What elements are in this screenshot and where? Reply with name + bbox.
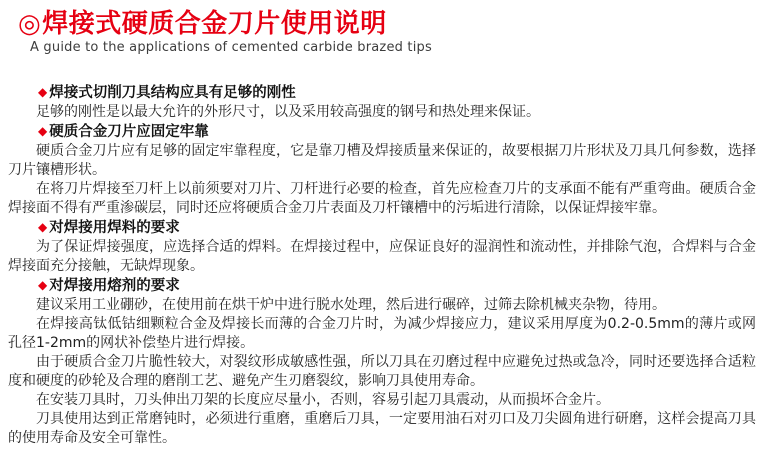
content <box>8 83 756 448</box>
page-subtitle: A guide to the applications of cemented carbide brazed tips <box>30 40 432 55</box>
page-title <box>18 8 756 40</box>
paragraph: 在焊接高钛低钴细颗粒合金及焊接长而薄的合金刀片时，为减少焊接应力，建议采用厚度为0.2-0.5mm的薄片或网孔径1-2mm的网状补偿垫片进行焊接。 <box>8 316 756 351</box>
double-circle-icon: ◎ <box>18 9 42 39</box>
section-heading-text: 硬质合金刀片应固定牢靠 <box>49 124 209 140</box>
section-heading-text: 焊接式切削刀具结构应具有足够的刚性 <box>49 85 296 101</box>
section-heading-text: 对焊接用焊料的要求 <box>49 220 180 236</box>
section-heading <box>8 83 756 103</box>
paragraph: 在安装刀具时，刀头伸出刀架的长度应尽量小，否则，容易引起刀具震动，从而损坏合金片。 <box>36 392 610 408</box>
section-heading-text: 对焊接用熔剂的要求 <box>49 278 180 294</box>
page-title-text: 焊接式硬质合金刀片使用说明 <box>42 9 387 39</box>
section <box>8 83 756 122</box>
paragraph: 建议采用工业硼砂，在使用前在烘干炉中进行脱水处理，然后进行碾碎，过筛去除机械夹杂物，待用。 <box>36 297 666 313</box>
paragraph: 为了保证焊接强度，应选择合适的焊料。在焊接过程中，应保证良好的湿润性和流动性，并排除气泡，合焊料与合金焊接面充分接触，无缺焊现象。 <box>8 239 756 274</box>
diamond-bullet-icon: ◆ <box>38 220 48 234</box>
section <box>8 218 756 276</box>
paragraph: 硬质合金刀片应有足够的固定牢靠程度，它是靠刀槽及焊接质量来保证的，故要根据刀片形状及刀具几何参数，选择刀片镶槽形状。 <box>8 143 756 178</box>
diamond-bullet-icon: ◆ <box>38 124 48 138</box>
diamond-bullet-icon: ◆ <box>38 85 48 99</box>
paragraph: 在将刀片焊接至刀杆上以前须要对刀片、刀杆进行必要的检查，首先应检查刀片的支承面不能有严重弯曲。硬质合金焊接面不得有严重渗碳层，同时还应将硬质合金刀片表面及刀杆镶槽中的污垢进行清除，以保证焊接牢靠。 <box>8 181 756 216</box>
diamond-bullet-icon: ◆ <box>38 278 48 292</box>
section-heading <box>8 122 756 142</box>
paragraph: 由于硬质合金刀片脆性较大，对裂纹形成敏感性强，所以刀具在刃磨过程中应避免过热或急冷，同时还要选择合适粒度和硬度的砂轮及合理的磨削工艺、避免产生刃磨裂纹，影响刀具使用寿命。 <box>8 354 756 389</box>
paragraph: 足够的刚性是以最大允许的外形尺寸，以及采用较高强度的钢号和热处理来保证。 <box>36 104 540 120</box>
section <box>8 122 756 218</box>
section <box>8 276 756 448</box>
section-heading <box>8 218 756 238</box>
header <box>8 8 756 55</box>
section-heading <box>8 276 756 296</box>
paragraph: 刀具使用达到正常磨钝时，必须进行重磨，重磨后刀具，一定要用油石对刃口及刀尖圆角进行研磨，这样会提高刀具的使用寿命及安全可靠性。 <box>8 411 756 446</box>
